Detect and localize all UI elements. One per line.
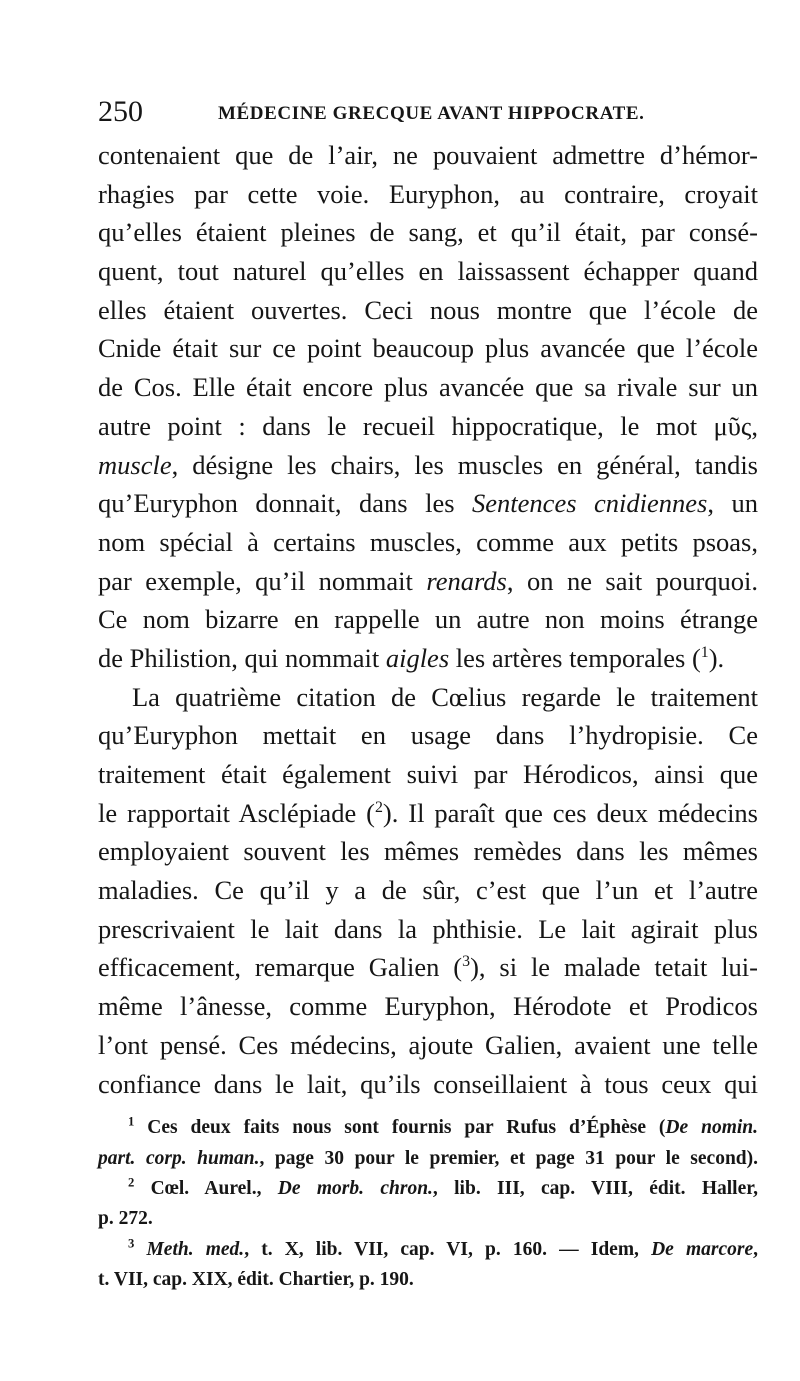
text-fragment: , on ne sait pourquoi.	[506, 565, 759, 596]
footnote-marker: 1	[128, 1114, 135, 1129]
text-fragment: ). Il paraît que ces deux médecins	[382, 797, 758, 828]
footnote-title: De nomin.	[665, 1117, 759, 1139]
text-fragment: le rapportait Asclépiade (	[98, 797, 375, 828]
text-line: quent, tout naturel qu’elles en laissassent échapper quand	[98, 256, 758, 287]
text-line: employaient souvent les mêmes remèdes dans les mêmes	[98, 836, 758, 867]
footnote-ref: 1	[700, 644, 709, 662]
footnotes	[98, 1113, 758, 1295]
text-line: contenaient que de l’air, ne pouvaient admettre d’hémor-	[98, 140, 758, 170]
footnote-title: Meth. med.	[146, 1238, 245, 1260]
text-line: même l’ânesse, comme Euryphon, Hérodote et Prodicos	[98, 991, 758, 1022]
italic-term: muscle	[98, 449, 172, 480]
text-line: Ce nom bizarre en rappelle un autre non moins étrange	[98, 604, 758, 635]
footnote-ref: 2	[374, 798, 383, 816]
page-number: 250	[98, 95, 143, 128]
footnote-3	[98, 1235, 758, 1265]
footnote-text: , lib. III, cap. VIII, édit. Haller,	[432, 1177, 758, 1199]
footnote-ref: 3	[462, 953, 471, 971]
footnote-3-cont: t. VII, cap. XIX, édit. Chartier, p. 190.	[98, 1269, 414, 1291]
footnote-text: , t. X, lib. VII, cap. VI, p. 160. — Idem,	[244, 1238, 639, 1260]
text-line: traitement était également suivi par Hérodicos, ainsi que	[98, 759, 758, 789]
text-line: elles étaient ouvertes. Ceci nous montre que l’école de	[98, 294, 758, 325]
text-line	[98, 948, 758, 987]
text-line: autre point : dans le recueil hippocratique, le mot μῦς,	[98, 410, 758, 441]
running-head	[98, 92, 758, 132]
footnote-title: De marcore	[651, 1238, 754, 1260]
italic-term: aigles	[385, 642, 450, 673]
text-line: nom spécial à certains muscles, comme aux petits psoas,	[98, 526, 758, 557]
footnote-1	[98, 1113, 758, 1143]
text-line: Cnide était sur ce point beaucoup plus avancée que l’école	[98, 333, 758, 364]
text-fragment: efficacement, remarque Galien (	[98, 952, 463, 983]
text-fragment: , un	[707, 488, 759, 519]
text-line: maladies. Ce qu’il y a de sûr, c’est que l’un et l’autre	[98, 875, 758, 906]
text-line: confiance dans le lait, qu’ils conseillaient à tous ceux qui	[98, 1068, 758, 1099]
footnote-text: Cœl. Aurel.,	[150, 1177, 262, 1199]
footnote-title: De morb. chron.	[277, 1177, 433, 1199]
book-page	[98, 92, 758, 1296]
body-text	[98, 136, 758, 1103]
text-line	[98, 639, 758, 678]
text-line: rhagies par cette voie. Euryphon, au contraire, croyait	[98, 178, 758, 209]
footnote-1-cont	[98, 1144, 758, 1174]
text-line: La quatrième citation de Cœlius regarde le traitement	[132, 681, 758, 712]
text-line: qu’Euryphon mettait en usage dans l’hydropisie. Ce	[98, 720, 758, 751]
running-title: MÉDECINE GRECQUE AVANT HIPPOCRATE.	[218, 103, 645, 124]
text-line	[98, 446, 758, 485]
text-line: qu’elles étaient pleines de sang, et qu’il était, par consé-	[98, 217, 758, 248]
footnote-2-cont: p. 272.	[98, 1208, 153, 1230]
text-fragment: ).	[708, 642, 725, 673]
text-fragment: ), si le malade tetait lui-	[470, 952, 758, 983]
footnote-marker: 3	[128, 1236, 135, 1251]
text-fragment: les artères temporales (	[455, 642, 701, 673]
text-line: l’ont pensé. Ces médecins, ajoute Galien, avaient une telle	[98, 1029, 758, 1060]
footnote-marker: 2	[128, 1175, 135, 1190]
text-line	[98, 794, 758, 833]
footnote-2	[98, 1174, 758, 1204]
italic-term: renards	[426, 565, 507, 596]
text-fragment: de Philistion, qui nommait	[98, 642, 380, 673]
text-fragment: , désigne les chairs, les muscles en général, tandis	[171, 449, 758, 480]
footnote-text: Ces deux faits nous sont fournis par Rufus d’Éphèse (	[147, 1117, 666, 1139]
footnote-title: part. corp. human.	[98, 1147, 260, 1169]
text-fragment: qu’Euryphon donnait, dans les	[98, 488, 455, 519]
text-line	[98, 484, 758, 523]
footnote-text: , page 30 pour le premier, et page 31 pour le second).	[259, 1147, 758, 1169]
footnote-text: ,	[753, 1238, 758, 1260]
italic-title: Sentences cnidiennes	[472, 488, 708, 519]
text-line	[98, 562, 758, 601]
text-line: prescrivaient le lait dans la phthisie. Le lait agirait plus	[98, 913, 758, 944]
text-line: de Cos. Elle était encore plus avancée que sa rivale sur un	[98, 372, 758, 403]
text-fragment: par exemple, qu’il nommait	[98, 565, 413, 596]
